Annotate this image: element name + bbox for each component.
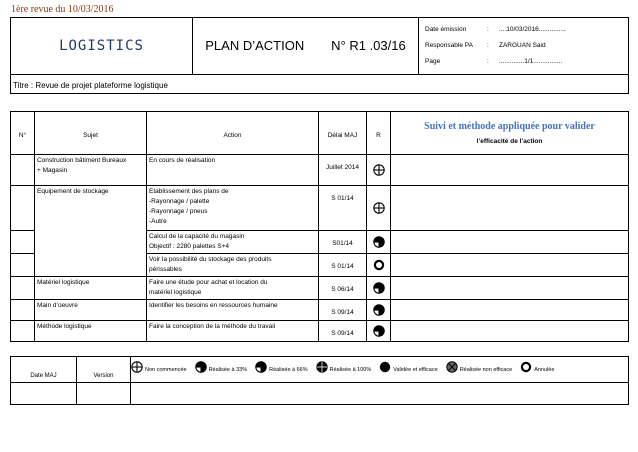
row-delai (319, 300, 367, 321)
meta-list (425, 22, 628, 70)
row-action (147, 231, 319, 254)
meta-sep: : (487, 58, 489, 65)
meta-value: ..............1/1................ (499, 58, 563, 65)
action-line: matériel logistique (149, 289, 202, 296)
header-sujet (35, 112, 147, 155)
meta-label: Page (425, 58, 441, 65)
meta-cell (419, 18, 629, 75)
row-status (367, 186, 391, 231)
legend-label: Réalisée non efficace (459, 367, 513, 373)
legend-non-commencee-icon (131, 361, 143, 373)
row-status (367, 155, 391, 186)
table-row (11, 300, 629, 321)
action-line: En cours de réalisation (149, 157, 216, 164)
header-r (367, 112, 391, 155)
sujet-line: Main d’oeuvre (37, 302, 78, 309)
legend-item (446, 361, 513, 373)
row-suivi (391, 231, 629, 254)
row-delai (319, 321, 367, 342)
table-row (11, 186, 629, 231)
row-sujet (35, 277, 147, 300)
legend-realisee-66-icon (255, 361, 267, 373)
legend-realisee-non-efficace-icon (446, 361, 458, 373)
meta-label: Responsable PA (425, 42, 473, 49)
legend-item (255, 361, 308, 373)
legend-annulee-icon (520, 361, 532, 373)
legend-version-value (77, 383, 131, 405)
action-line: Identifier les besoins en ressources humaine (149, 302, 278, 309)
meta-row (425, 54, 628, 70)
suivi-subtitle: l’efficacité de l’action (476, 138, 543, 145)
action-table (10, 111, 629, 342)
row-suivi (391, 277, 629, 300)
action-line: Calcul de la capacité du magasin (149, 233, 245, 240)
legend-label: Réalisée à 100% (329, 367, 372, 373)
plan-title: PLAN D’ACTION (205, 38, 305, 53)
status-non-commencee-icon (373, 164, 385, 176)
sujet-line: Equipement de stockage (37, 188, 109, 195)
row-sujet (35, 321, 147, 342)
row-num (11, 277, 35, 300)
logo-cell (11, 18, 193, 75)
legend-version-label: Version (93, 373, 114, 379)
table-row (11, 155, 629, 186)
delai-value: S 01/14 (331, 263, 354, 270)
action-line: -Rayonnage / pneus (149, 208, 208, 215)
header-r-label: R (376, 132, 381, 139)
titre-cell (11, 75, 629, 94)
status-realisee-33-icon (373, 236, 385, 248)
sujet-line: Matériel logistique (37, 279, 90, 286)
legend-label: Réalisée à 33% (208, 367, 248, 373)
header-delai (319, 112, 367, 155)
revision-note: 1ère revue du 10/03/2016 (11, 4, 114, 15)
legend-label: Annulée (534, 367, 555, 373)
legend-realisee-100-icon (316, 361, 328, 373)
row-sujet (35, 186, 147, 277)
sujet-line: + Magasin (37, 167, 68, 174)
row-action (147, 186, 319, 231)
row-suivi (391, 186, 629, 231)
row-delai (319, 155, 367, 186)
legend-label: Réalisée à 66% (269, 367, 308, 373)
status-annulee-icon (373, 259, 385, 271)
action-line: -Autre (149, 218, 167, 225)
legend-blank (131, 383, 629, 405)
status-non-commencee-icon (373, 202, 385, 214)
action-line: Faire la conception de la méthode du travail (149, 323, 276, 330)
legend-version (77, 357, 131, 383)
action-line: périssables (149, 266, 182, 273)
row-suivi (391, 155, 629, 186)
status-realisee-33-icon (373, 325, 385, 337)
row-suivi (391, 321, 629, 342)
legend-items (131, 357, 629, 383)
legend-realisee-33-icon (195, 361, 207, 373)
header-suivi (391, 112, 629, 155)
suivi-title: Suivi et méthode appliquée pour valider (424, 121, 595, 132)
meta-sep: : (487, 42, 489, 49)
row-action (147, 300, 319, 321)
header-num (11, 112, 35, 155)
logo-text: LOGISTICS (59, 38, 144, 54)
row-status (367, 254, 391, 277)
row-suivi (391, 300, 629, 321)
header-delai-label: Délai MAJ (327, 132, 358, 139)
row-delai (319, 186, 367, 231)
legend-item (379, 361, 437, 373)
legend-validee-efficace-icon (379, 361, 391, 373)
row-num (11, 155, 35, 186)
header-num-label: N° (18, 132, 27, 139)
status-realisee-33-icon (373, 282, 385, 294)
titre-text: Titre : Revue de projet plateforme logistique (13, 81, 168, 90)
action-line: Faire une étude pour achat et location du (149, 279, 268, 286)
legend-date-maj (11, 357, 77, 383)
delai-value: S 09/14 (331, 330, 354, 337)
table-row (11, 277, 629, 300)
row-status (367, 321, 391, 342)
row-delai (319, 231, 367, 254)
legend-item (520, 361, 554, 373)
row-num (11, 254, 35, 277)
header-sujet-label: Sujet (83, 132, 98, 139)
action-line: Objectif : 2280 palettes S+4 (149, 243, 230, 250)
meta-label: Date émission (425, 26, 467, 33)
meta-row (425, 22, 628, 38)
row-sujet (35, 155, 147, 186)
row-num (11, 300, 35, 321)
plan-number: N° R1 .03/16 (331, 38, 406, 53)
row-num (11, 186, 35, 231)
row-sujet (35, 300, 147, 321)
row-action (147, 155, 319, 186)
action-line: -Rayonnage / palette (149, 198, 210, 205)
row-action (147, 321, 319, 342)
delai-value: S 09/14 (331, 309, 354, 316)
row-num (11, 231, 35, 254)
row-suivi (391, 254, 629, 277)
row-num (11, 321, 35, 342)
status-realisee-33-icon (373, 304, 385, 316)
meta-row (425, 38, 628, 54)
legend-item (195, 361, 248, 373)
header-action-label: Action (223, 132, 242, 139)
sujet-line: Construction bâtiment Bureaux (37, 157, 127, 164)
row-status (367, 300, 391, 321)
meta-sep: : (487, 26, 489, 33)
action-line: Voir la possibilité du stockage des produits (149, 256, 272, 263)
legend-item (131, 361, 187, 373)
delai-value: S 06/14 (331, 286, 354, 293)
header-table (10, 17, 629, 94)
row-action (147, 277, 319, 300)
row-delai (319, 254, 367, 277)
action-line: Etablissement des plans de (149, 188, 229, 195)
legend-table (10, 356, 629, 405)
legend-label: Non commencée (145, 367, 187, 373)
legend-date-value (11, 383, 77, 405)
meta-value: ....10/03/2016............... (499, 26, 566, 33)
delai-value: Juillet 2014 (326, 164, 359, 171)
row-delai (319, 277, 367, 300)
legend-item (316, 361, 372, 373)
legend-date-maj-label: Date MAJ (30, 373, 57, 379)
row-status (367, 231, 391, 254)
delai-value: S 01/14 (331, 195, 354, 202)
legend-label: Validée et efficace (393, 367, 438, 373)
plan-title-cell (193, 18, 419, 75)
header-action (147, 112, 319, 155)
delai-value: S01/14 (332, 240, 353, 247)
meta-value: ZARGUAN Said (499, 42, 546, 49)
row-action (147, 254, 319, 277)
table-row (11, 321, 629, 342)
row-status (367, 277, 391, 300)
sujet-line: Méthode logistique (37, 323, 92, 330)
